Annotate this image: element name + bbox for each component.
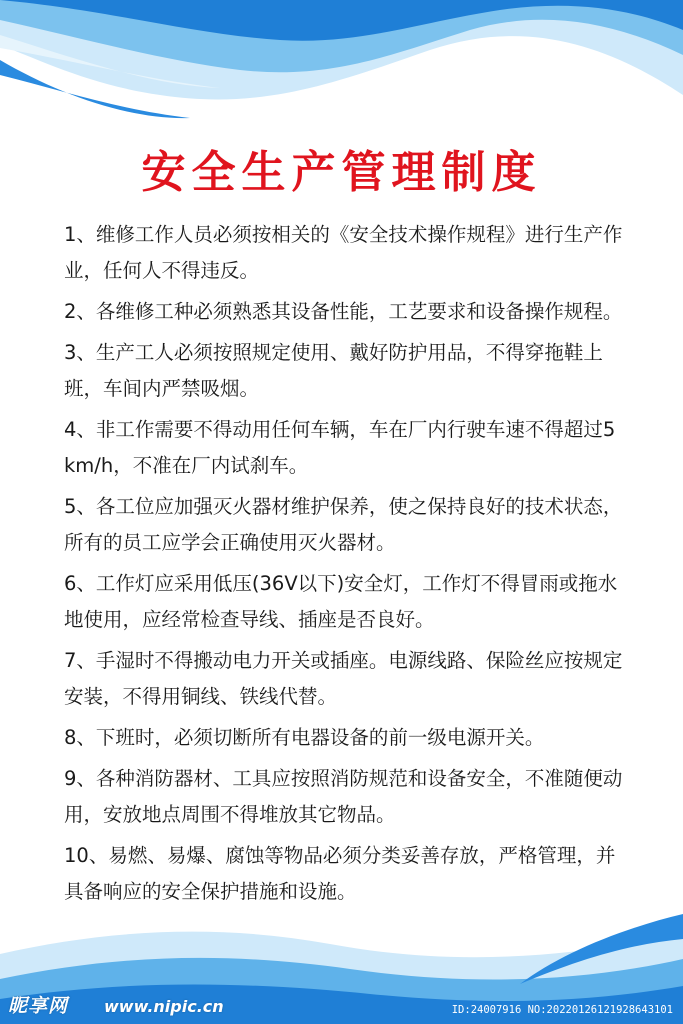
page-title: 安全生产管理制度 [141, 147, 542, 198]
rule-item-4: 4、非工作需要不得动用任何车辆，车在厂内行驶车速不得超过5km/h，不准在厂内试刹车。 [64, 418, 616, 477]
rule-item-8: 8、下班时，必须切断所有电器设备的前一级电源开关。 [64, 726, 545, 749]
rule-item-6: 6、工作灯应采用低压(36V以下)安全灯，工作灯不得冒雨或拖水地使用，应经常检查导线、插座是否良好。 [64, 572, 618, 631]
rule-item-10: 10、易燃、易爆、腐蚀等物品必须分类妥善存放，严格管理，并具备响应的安全保护措施和设施。 [64, 844, 616, 903]
rule-item-2: 2、各维修工种必须熟悉其设备性能，工艺要求和设备操作规程。 [64, 300, 623, 323]
rule-item-5: 5、各工位应加强灭火器材维护保养，使之保持良好的技术状态，所有的员工应学会正确使用灭火器材。 [64, 495, 623, 554]
watermark-url: www.nipic.cn [104, 997, 224, 1016]
rule-item-9: 9、各种消防器材、工具应按照消防规范和设备安全，不准随便动用，安放地点周围不得堆放其它物品。 [64, 767, 623, 826]
rule-item-1: 1、维修工作人员必须按相关的《安全技术操作规程》进行生产作业，任何人不得违反。 [64, 223, 623, 282]
rule-item-3: 3、生产工人必须按照规定使用、戴好防护用品，不得穿拖鞋上班，车间内严禁吸烟。 [64, 341, 603, 400]
top-wave-decoration [0, 0, 683, 150]
watermark-logo: 昵享网 [8, 995, 69, 1017]
rule-item-7: 7、手湿时不得搬动电力开关或插座。电源线路、保险丝应按规定安装，不得用铜线、铁线代替。 [64, 649, 623, 708]
rules-list [64, 217, 626, 915]
image-id-text: ID:24007916 NO:20220126121928643101 [451, 1004, 673, 1016]
